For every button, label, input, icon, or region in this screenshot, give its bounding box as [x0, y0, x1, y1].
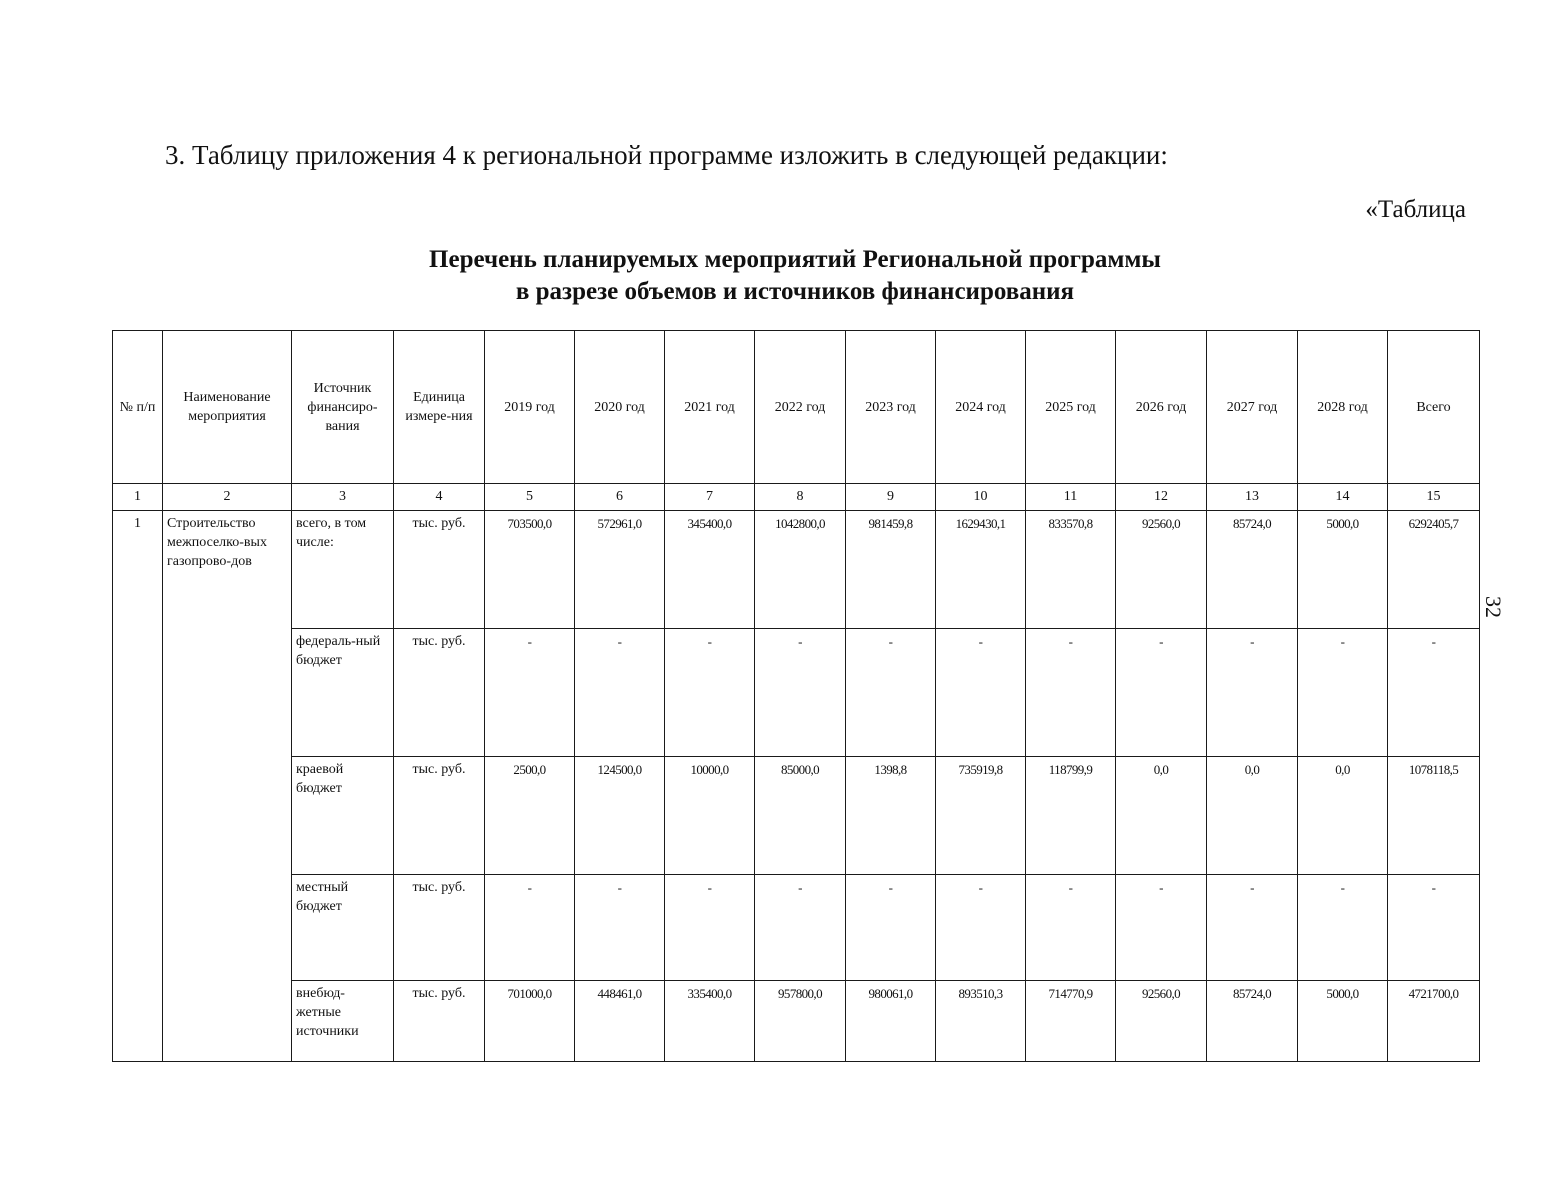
item-number: 1: [113, 511, 163, 1062]
value-cell: 118799,9: [1026, 757, 1116, 875]
value-cell: 893510,3: [936, 981, 1026, 1062]
value-cell: 10000,0: [665, 757, 755, 875]
table-row: [113, 629, 1480, 757]
value-cell: -: [665, 629, 755, 757]
header-cell: 2021 год: [665, 331, 755, 484]
value-cell: -: [485, 629, 575, 757]
table-label: «Таблица: [1365, 196, 1466, 223]
unit-cell: тыс. руб.: [394, 875, 485, 981]
table-row: [113, 757, 1480, 875]
value-cell: 345400,0: [665, 511, 755, 629]
page-number: 32: [1481, 596, 1506, 618]
value-cell: 957800,0: [755, 981, 846, 1062]
column-number: 3: [292, 484, 394, 511]
header-cell: 2024 год: [936, 331, 1026, 484]
value-cell: -: [846, 629, 936, 757]
value-cell: 701000,0: [485, 981, 575, 1062]
value-cell: 714770,9: [1026, 981, 1116, 1062]
source-cell: всего, в том числе:: [292, 511, 394, 629]
unit-cell: тыс. руб.: [394, 511, 485, 629]
header-row: [113, 331, 1480, 484]
value-cell: 124500,0: [575, 757, 665, 875]
column-number: 7: [665, 484, 755, 511]
header-cell: Единица измере-ния: [394, 331, 485, 484]
document-title: [0, 244, 1544, 308]
column-number: 5: [485, 484, 575, 511]
value-cell: 1398,8: [846, 757, 936, 875]
title-line-1: Перечень планируемых мероприятий Региональной программы: [429, 246, 1161, 273]
source-cell: краевой бюджет: [292, 757, 394, 875]
value-cell: -: [1388, 875, 1480, 981]
value-cell: -: [1207, 629, 1298, 757]
column-number: 6: [575, 484, 665, 511]
value-cell: -: [1207, 875, 1298, 981]
value-cell: 0,0: [1298, 757, 1388, 875]
column-number: 13: [1207, 484, 1298, 511]
value-cell: 85724,0: [1207, 511, 1298, 629]
column-number: 12: [1116, 484, 1207, 511]
value-cell: 5000,0: [1298, 511, 1388, 629]
column-number: 4: [394, 484, 485, 511]
value-cell: 703500,0: [485, 511, 575, 629]
column-number-row: [113, 484, 1480, 511]
unit-cell: тыс. руб.: [394, 629, 485, 757]
value-cell: 1042800,0: [755, 511, 846, 629]
table-row: [113, 981, 1480, 1062]
source-cell: местный бюджет: [292, 875, 394, 981]
value-cell: -: [1116, 629, 1207, 757]
source-cell: федераль-ный бюджет: [292, 629, 394, 757]
value-cell: -: [755, 629, 846, 757]
value-cell: -: [665, 875, 755, 981]
value-cell: 4721700,0: [1388, 981, 1480, 1062]
value-cell: 0,0: [1116, 757, 1207, 875]
value-cell: 2500,0: [485, 757, 575, 875]
table-row: [113, 511, 1480, 629]
value-cell: -: [1026, 629, 1116, 757]
value-cell: -: [1298, 875, 1388, 981]
header-cell: Источник финансиро-вания: [292, 331, 394, 484]
value-cell: 981459,8: [846, 511, 936, 629]
header-cell: Всего: [1388, 331, 1480, 484]
header-cell: 2027 год: [1207, 331, 1298, 484]
value-cell: 5000,0: [1298, 981, 1388, 1062]
header-cell: 2019 год: [485, 331, 575, 484]
value-cell: 92560,0: [1116, 981, 1207, 1062]
column-number: 10: [936, 484, 1026, 511]
column-number: 15: [1388, 484, 1480, 511]
table-row: [113, 875, 1480, 981]
value-cell: -: [936, 875, 1026, 981]
value-cell: -: [755, 875, 846, 981]
header-cell: 2022 год: [755, 331, 846, 484]
column-number: 1: [113, 484, 163, 511]
value-cell: 335400,0: [665, 981, 755, 1062]
value-cell: 6292405,7: [1388, 511, 1480, 629]
value-cell: -: [1388, 629, 1480, 757]
intro-paragraph: 3. Таблицу приложения 4 к региональной программе изложить в следующей редакции:: [165, 140, 1168, 170]
value-cell: 448461,0: [575, 981, 665, 1062]
value-cell: 92560,0: [1116, 511, 1207, 629]
value-cell: -: [485, 875, 575, 981]
value-cell: 833570,8: [1026, 511, 1116, 629]
item-name: Строительство межпоселко-вых газопрово-дов: [163, 511, 292, 1062]
header-cell: 2028 год: [1298, 331, 1388, 484]
value-cell: 85724,0: [1207, 981, 1298, 1062]
value-cell: 735919,8: [936, 757, 1026, 875]
unit-cell: тыс. руб.: [394, 981, 485, 1062]
value-cell: 980061,0: [846, 981, 936, 1062]
value-cell: -: [575, 875, 665, 981]
header-cell: 2025 год: [1026, 331, 1116, 484]
value-cell: -: [1116, 875, 1207, 981]
value-cell: 0,0: [1207, 757, 1298, 875]
column-number: 8: [755, 484, 846, 511]
value-cell: 572961,0: [575, 511, 665, 629]
column-number: 14: [1298, 484, 1388, 511]
value-cell: -: [575, 629, 665, 757]
header-cell: Наименование мероприятия: [163, 331, 292, 484]
value-cell: -: [1026, 875, 1116, 981]
header-cell: 2020 год: [575, 331, 665, 484]
header-cell: 2023 год: [846, 331, 936, 484]
value-cell: 1629430,1: [936, 511, 1026, 629]
source-cell: внебюд-жетные источники: [292, 981, 394, 1062]
title-line-2: в разрезе объемов и источников финансирования: [515, 278, 1075, 305]
value-cell: 85000,0: [755, 757, 846, 875]
unit-cell: тыс. руб.: [394, 757, 485, 875]
column-number: 11: [1026, 484, 1116, 511]
value-cell: -: [1298, 629, 1388, 757]
column-number: 9: [846, 484, 936, 511]
column-number: 2: [163, 484, 292, 511]
header-cell: № п/п: [113, 331, 163, 484]
header-cell: 2026 год: [1116, 331, 1207, 484]
funding-table: [112, 330, 1480, 1062]
value-cell: 1078118,5: [1388, 757, 1480, 875]
value-cell: -: [936, 629, 1026, 757]
value-cell: -: [846, 875, 936, 981]
